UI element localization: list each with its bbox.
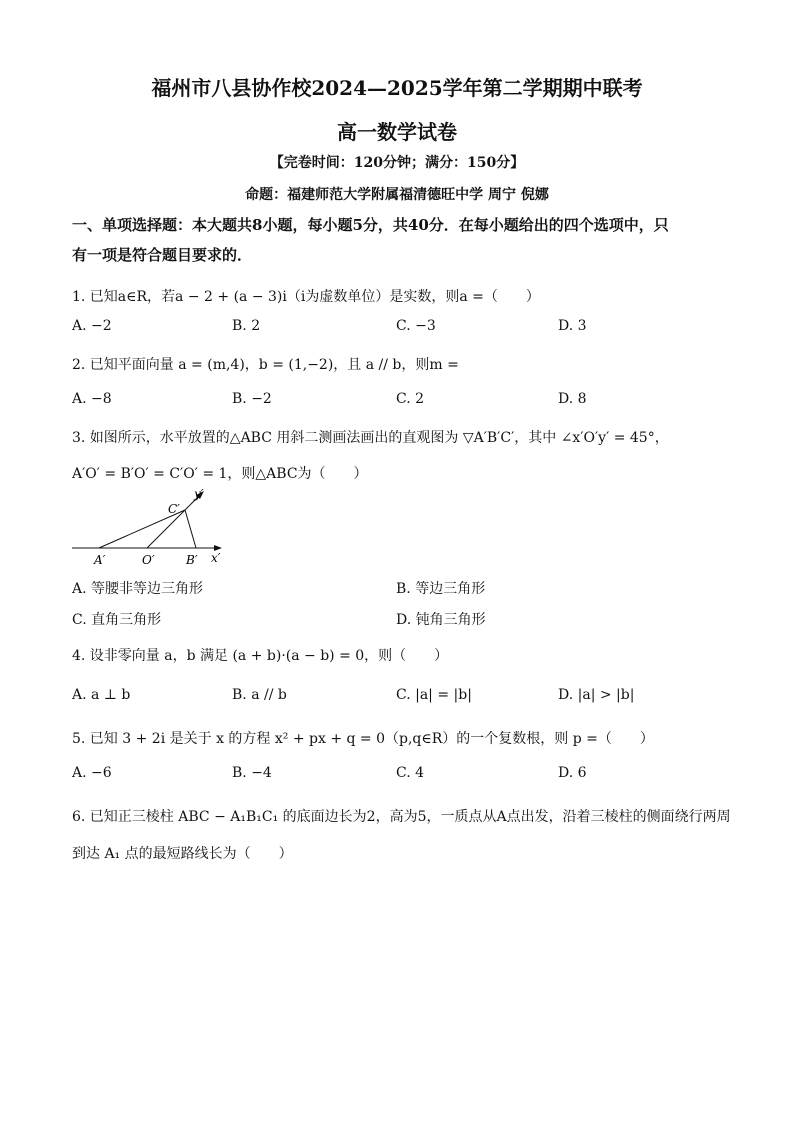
label-x: x′ bbox=[211, 551, 221, 565]
question-6-stem-line2: 到达 A₁ 点的最短路线长为（ ） bbox=[72, 846, 293, 862]
label-c: C′ bbox=[168, 502, 180, 516]
label-y: y′ bbox=[194, 487, 204, 501]
question-5-option-b: B. −4 bbox=[232, 765, 272, 781]
section-heading-line2: 有一项是符合题目要求的． bbox=[72, 246, 253, 264]
question-3-option-a: A. 等腰非等边三角形 bbox=[72, 581, 204, 597]
question-6-stem-line1: 6. 已知正三棱柱 ABC − A₁B₁C₁ 的底面边长为2，高为5，一质点从A点出发，沿着三棱柱的侧面绕行两周 bbox=[72, 809, 731, 825]
exam-info: 【完卷时间：120分钟；满分：150分】 bbox=[269, 155, 525, 171]
oblique-projection-figure bbox=[68, 484, 238, 572]
question-2-stem: 2. 已知平面向量 a = (m,4)，b = (1,−2)，且 a // b，则m = bbox=[72, 357, 459, 373]
question-4-option-b: B. a // b bbox=[232, 687, 287, 703]
question-5-stem: 5. 已知 3 + 2i 是关于 x 的方程 x² + px + q = 0（p,q∈R）的一个复数根，则 p =（ ） bbox=[72, 731, 654, 747]
question-1-option-d: D. 3 bbox=[558, 318, 587, 334]
question-4-option-c: C. |a| = |b| bbox=[396, 687, 472, 703]
question-1-option-b: B. 2 bbox=[232, 318, 261, 334]
label-a: A′ bbox=[94, 553, 106, 567]
question-2-option-a: A. −8 bbox=[72, 391, 112, 407]
question-2-option-b: B. −2 bbox=[232, 391, 272, 407]
question-5-option-d: D. 6 bbox=[558, 765, 587, 781]
question-4-option-d: D. |a| > |b| bbox=[558, 687, 635, 703]
question-4-stem: 4. 设非零向量 a，b 满足 (a + b)·(a − b) = 0，则（ ） bbox=[72, 648, 449, 664]
side-c-b bbox=[185, 510, 196, 548]
question-3-stem-line2: A′O′ = B′O′ = C′O′ = 1，则△ABC为（ ） bbox=[72, 466, 368, 482]
exam-subtitle: 高一数学试卷 bbox=[337, 120, 457, 144]
question-3-option-d: D. 钝角三角形 bbox=[396, 612, 486, 628]
question-2-option-c: C. 2 bbox=[396, 391, 425, 407]
question-4-option-a: A. a ⊥ b bbox=[72, 687, 131, 703]
question-5-option-c: C. 4 bbox=[396, 765, 425, 781]
question-3-stem-line1: 3. 如图所示，水平放置的△ABC 用斜二测画法画出的直观图为 ▽A′B′C′，其中 ∠x′O′y′ = 45°， bbox=[72, 430, 669, 446]
question-5-option-a: A. −6 bbox=[72, 765, 112, 781]
label-b: B′ bbox=[186, 553, 198, 567]
question-3-option-c: C. 直角三角形 bbox=[72, 612, 162, 628]
question-3-option-b: B. 等边三角形 bbox=[396, 581, 486, 597]
question-2-option-d: D. 8 bbox=[558, 391, 587, 407]
exam-authors: 命题：福建师范大学附属福清德旺中学 周宁 倪娜 bbox=[245, 187, 549, 203]
label-o: O′ bbox=[142, 553, 155, 567]
exam-title: 福州市八县协作校2024—2025学年第二学期期中联考 bbox=[151, 76, 643, 100]
question-1-option-a: A. −2 bbox=[72, 318, 112, 334]
section-heading-line1: 一、单项选择题：本大题共8小题，每小题5分，共40分．在每小题给出的四个选项中，只 bbox=[72, 216, 669, 234]
question-1-stem: 1. 已知a∈R，若a − 2 + (a − 3)i（i为虚数单位）是实数，则a =（ ） bbox=[72, 289, 540, 305]
question-1-option-c: C. −3 bbox=[396, 318, 436, 334]
